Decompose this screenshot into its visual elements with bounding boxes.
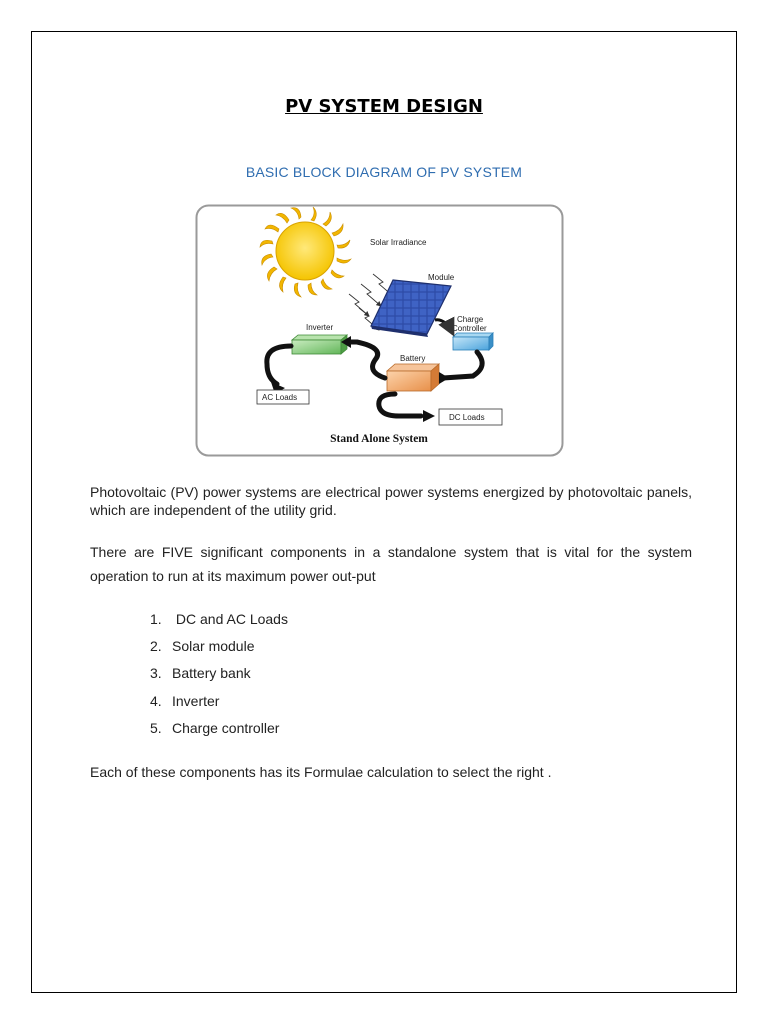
list-number: 2. — [150, 638, 162, 655]
list-item — [150, 691, 288, 718]
label-dc-loads: DC Loads — [449, 413, 485, 422]
list-item — [150, 609, 288, 636]
diagram-caption: Stand Alone System — [330, 433, 428, 445]
battery-box — [387, 364, 439, 391]
closing-paragraph: Each of these components has its Formulae calculation to select the right . — [90, 764, 552, 780]
label-module: Module — [428, 273, 455, 282]
list-text: Inverter — [172, 692, 220, 709]
list-number: 3. — [150, 665, 162, 682]
list-number: 5. — [150, 719, 162, 736]
charge-controller-box — [453, 333, 493, 350]
label-inverter: Inverter — [306, 323, 334, 332]
list-number: 1. — [150, 611, 162, 627]
list-item — [150, 718, 288, 745]
list-text: Solar module — [172, 638, 255, 655]
list-text: DC and AC Loads — [172, 611, 288, 627]
label-charge: Charge — [457, 315, 484, 324]
inverter-box — [292, 335, 347, 354]
list-number: 4. — [150, 692, 162, 709]
intro-paragraph: Photovoltaic (PV) power systems are electrical power systems energized by photovoltaic panels, which are independent of the utility grid. — [90, 484, 692, 518]
label-ac-loads: AC Loads — [262, 393, 298, 402]
list-item — [150, 663, 288, 690]
page-title: PV SYSTEM DESIGN — [285, 96, 483, 117]
diagram-heading: BASIC BLOCK DIAGRAM OF PV SYSTEM — [245, 164, 523, 180]
pv-block-diagram — [195, 204, 564, 457]
label-solar-irradiance: Solar Irradiance — [370, 238, 427, 247]
components-paragraph: There are FIVE significant components in a standalone system that is vital for the system operation to run at its maximum power out-put — [90, 544, 692, 584]
list-item — [150, 636, 288, 663]
sun-disc — [276, 222, 334, 280]
list-text: Charge controller — [172, 719, 280, 736]
list-text: Battery bank — [172, 665, 251, 682]
label-controller: Controller — [452, 324, 487, 333]
components-list — [150, 609, 288, 745]
label-battery: Battery — [400, 354, 426, 363]
